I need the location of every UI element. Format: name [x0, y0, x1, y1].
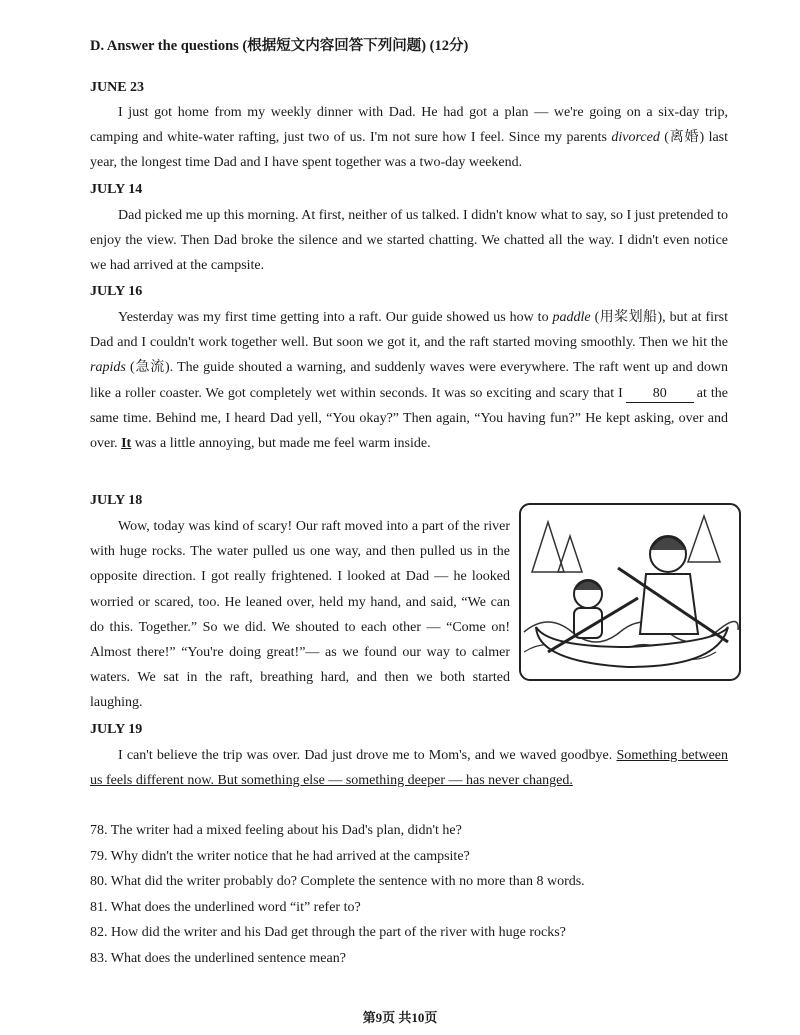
- entry-paragraph: I can't believe the trip was over. Dad just drove me to Mom's, and we waved goodbye. Something between us feels different now. But something else — something deeper — has never changed.: [90, 748, 729, 789]
- underlined-sentence: Something between us feels different now. But something else — something deeper — has never changed.: [90, 748, 729, 789]
- question-item: 78. The writer had a mixed feeling about his Dad's plan, didn't he?: [90, 823, 462, 838]
- entry-date: JULY 14: [90, 182, 143, 197]
- question-item: 81. What does the underlined word “it” refer to?: [90, 899, 361, 915]
- question-item: 80. What did the writer probably do? Complete the sentence with no more than 8 words.: [90, 874, 585, 889]
- question-item: 83. What does the underlined sentence mean?: [90, 950, 346, 966]
- entry-date: JULY 16: [90, 284, 143, 299]
- entry-date: JULY 18: [90, 493, 143, 508]
- entry-date: JUNE 23: [90, 80, 145, 95]
- glossed-term: rapids: [90, 360, 126, 376]
- question-item: 82. How did the writer and his Dad get through the part of the river with huge rocks?: [90, 925, 566, 940]
- page-number: 第9页 共10页: [362, 1010, 438, 1025]
- entry-paragraph: I just got home from my weekly dinner with Dad. He had got a plan — we're going on a six-day trip, camping and white-water rafting, just two of us. I'm not sure how I feel. Since my parents divorced (离婚) last year, the longest time Dad and I have spent together was a two-day weekend.: [90, 105, 729, 171]
- entry-paragraph: Dad picked me up this morning. At first, neither of us talked. I didn't know what to say, so I just pretended to enjoy the view. Then Dad broke the silence and we started chatting. We chatted all the way. I didn't even notice we had arrived at the campsite.: [90, 208, 728, 274]
- entry-paragraph: Wow, today was kind of scary! Our raft moved into a part of the river with huge rocks. The water pulled us one way, and then pulled us in the opposite direction. I got really frightened. I looked at Dad — he looked worried or scared, too. He leaned over, held my hand, and said, “We can do this. Together.” So we did. We shouted to each other — “Come on! Almost there!” “You're doing great!”— as we found our way to calmer waters. We sat in the raft, breathing hard, and then we both started laughing.: [90, 519, 510, 711]
- entry-paragraph: Yesterday was my first time getting into a raft. Our guide showed us how to paddle (用桨划船), but at first Dad and I couldn't work together well. But soon we got it, and the raft started moving smoothly. Then we hit the rapids (急流). The guide shouted a warning, and suddenly waves were everywhere. The raft went up and down like a roller coaster. We got completely wet within seconds. It was so exciting and scary that I 80 at the same time. Behind me, I heard Dad yell, “You okay?” Then again, “You having fun?” He kept asking, over and over. It was a little annoying, but made me feel warm inside.: [90, 310, 729, 452]
- entry-date: JULY 19: [90, 722, 143, 737]
- section-heading: D. Answer the questions (根据短文内容回答下列问题) (12分): [90, 38, 469, 54]
- glossed-term: paddle: [552, 310, 591, 325]
- glossed-term: divorced: [611, 130, 660, 146]
- question-list: [90, 818, 585, 971]
- answer-blank[interactable]: 80: [626, 386, 694, 403]
- underlined-word-it: It: [121, 436, 132, 452]
- rafting-illustration: [518, 502, 742, 682]
- question-item: 79. Why didn't the writer notice that he had arrived at the campsite?: [90, 848, 470, 864]
